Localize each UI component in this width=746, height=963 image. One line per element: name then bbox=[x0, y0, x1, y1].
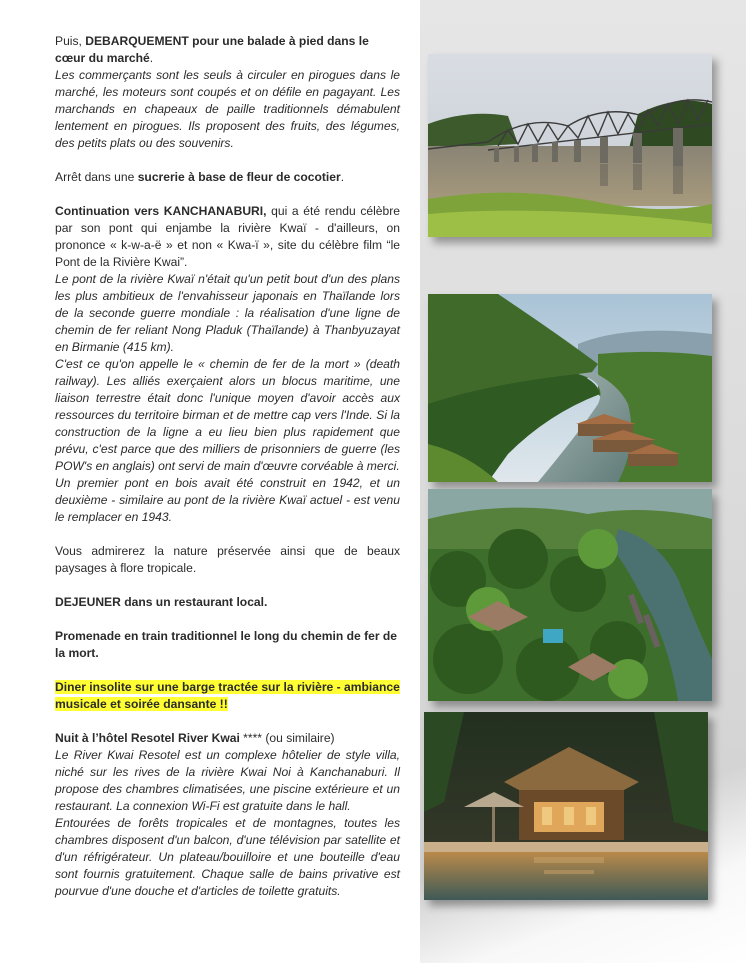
paragraph-death-railway: C'est ce qu'on appelle le « chemin de fer de la mort » (death railway). Les alliés exerçaient alors un blocus maritime, une liaison terrestre était donc l'unique moyen d'avoir accès aux ressources du territoire birman et de mettre cap vers l'Inde. Si la construction de la ligne a eu lieu bien plus rapidement que prévu, c'est parce que des milliers de prisonniers de guerre (les POW's en anglais) ont servi de main d'œuvre corvéable à merci. bbox=[55, 357, 400, 473]
photo-aerial-resort bbox=[428, 489, 712, 701]
paragraph-train: Promenade en train traditionnel le long du chemin de fer de la mort. bbox=[55, 629, 398, 660]
photo-bridge-river-kwai bbox=[428, 54, 712, 237]
paragraph-dinner-barge: Diner insolite sur une barge tractée sur la rivière - ambiance musicale et soirée dansante !! bbox=[55, 680, 400, 711]
paragraph-lunch: DEJEUNER dans un restaurant local. bbox=[55, 595, 268, 609]
paragraph-hotel-description: Le River Kwai Resotel est un complexe hôtelier de style villa, niché sur les rives de la rivière Kwai Noi à Kanchanaburi. Il propose des chambres climatisées, une piscine extérieure et un restaurant. La connexion Wi-Fi est gratuite dans le hall. bbox=[55, 748, 400, 813]
bridge-illustration bbox=[428, 54, 712, 237]
photo-river-valley bbox=[428, 294, 712, 482]
river-valley-illustration bbox=[428, 294, 712, 482]
paragraph-market: Puis, DEBARQUEMENT pour une balade à pied dans le cœur du marché. bbox=[55, 34, 369, 65]
paragraph-hotel-rooms: Entourées de forêts tropicales et de montagnes, toutes les chambres disposent d'un balcon, d'une télévision par satellite et d'un réfrigérateur. Un plateau/bouilloire et une bouteille d'eau sont fournis gratuitement. Chaque salle de bains privative est pourvue d'une douche et d'articles de toilette gratuits. bbox=[55, 816, 400, 898]
paragraph-hotel: Nuit à l’hôtel Resotel River Kwai **** (ou similaire) bbox=[55, 731, 335, 745]
aerial-resort-illustration bbox=[428, 489, 712, 701]
paragraph-sugar-stop: Arrêt dans une sucrerie à base de fleur de cocotier. bbox=[55, 170, 345, 184]
paragraph-bridge-history: Le pont de la rivière Kwaï n'était qu'un petit bout d'un des plans les plus ambitieux de l'envahisseur japonais en Thaïlande lors de la seconde guerre mondiale : la réalisation d'une ligne de chemin de fer reliant Nong Pladuk (Thaïlande) à Thanbyuzayat en Birmanie (415 km). bbox=[55, 272, 400, 354]
text-column bbox=[55, 33, 400, 900]
paragraph-market-details: Les commerçants sont les seuls à circuler en pirogues dans le marché, les moteurs sont coupés et on défile en pagayant. Les marchands en chapeaux de paille traditionnels démabulent lentement en pirogues. Ils proposent des fruits, des légumes, des petits plats ou des souvenirs. bbox=[55, 68, 400, 150]
hotel-night-illustration bbox=[424, 712, 708, 900]
photo-hotel-night bbox=[424, 712, 708, 900]
paragraph-nature: Vous admirerez la nature préservée ainsi que de beaux paysages à flore tropicale. bbox=[55, 544, 400, 575]
paragraph-kanchanaburi: Continuation vers KANCHANABURI, qui a été rendu célèbre par son pont qui enjambe la rivière Kwaï - d'ailleurs, on prononce « k-w-a-ë » et non « Kwa-ï », site du célèbre film “le Pont de la Rivière Kwai”. bbox=[55, 204, 400, 269]
paragraph-wooden-bridge: Un premier pont en bois avait été construit en 1942, et un deuxième - similaire au pont de la rivière Kwaï actuel - est venu le remplacer en 1943. bbox=[55, 476, 400, 524]
